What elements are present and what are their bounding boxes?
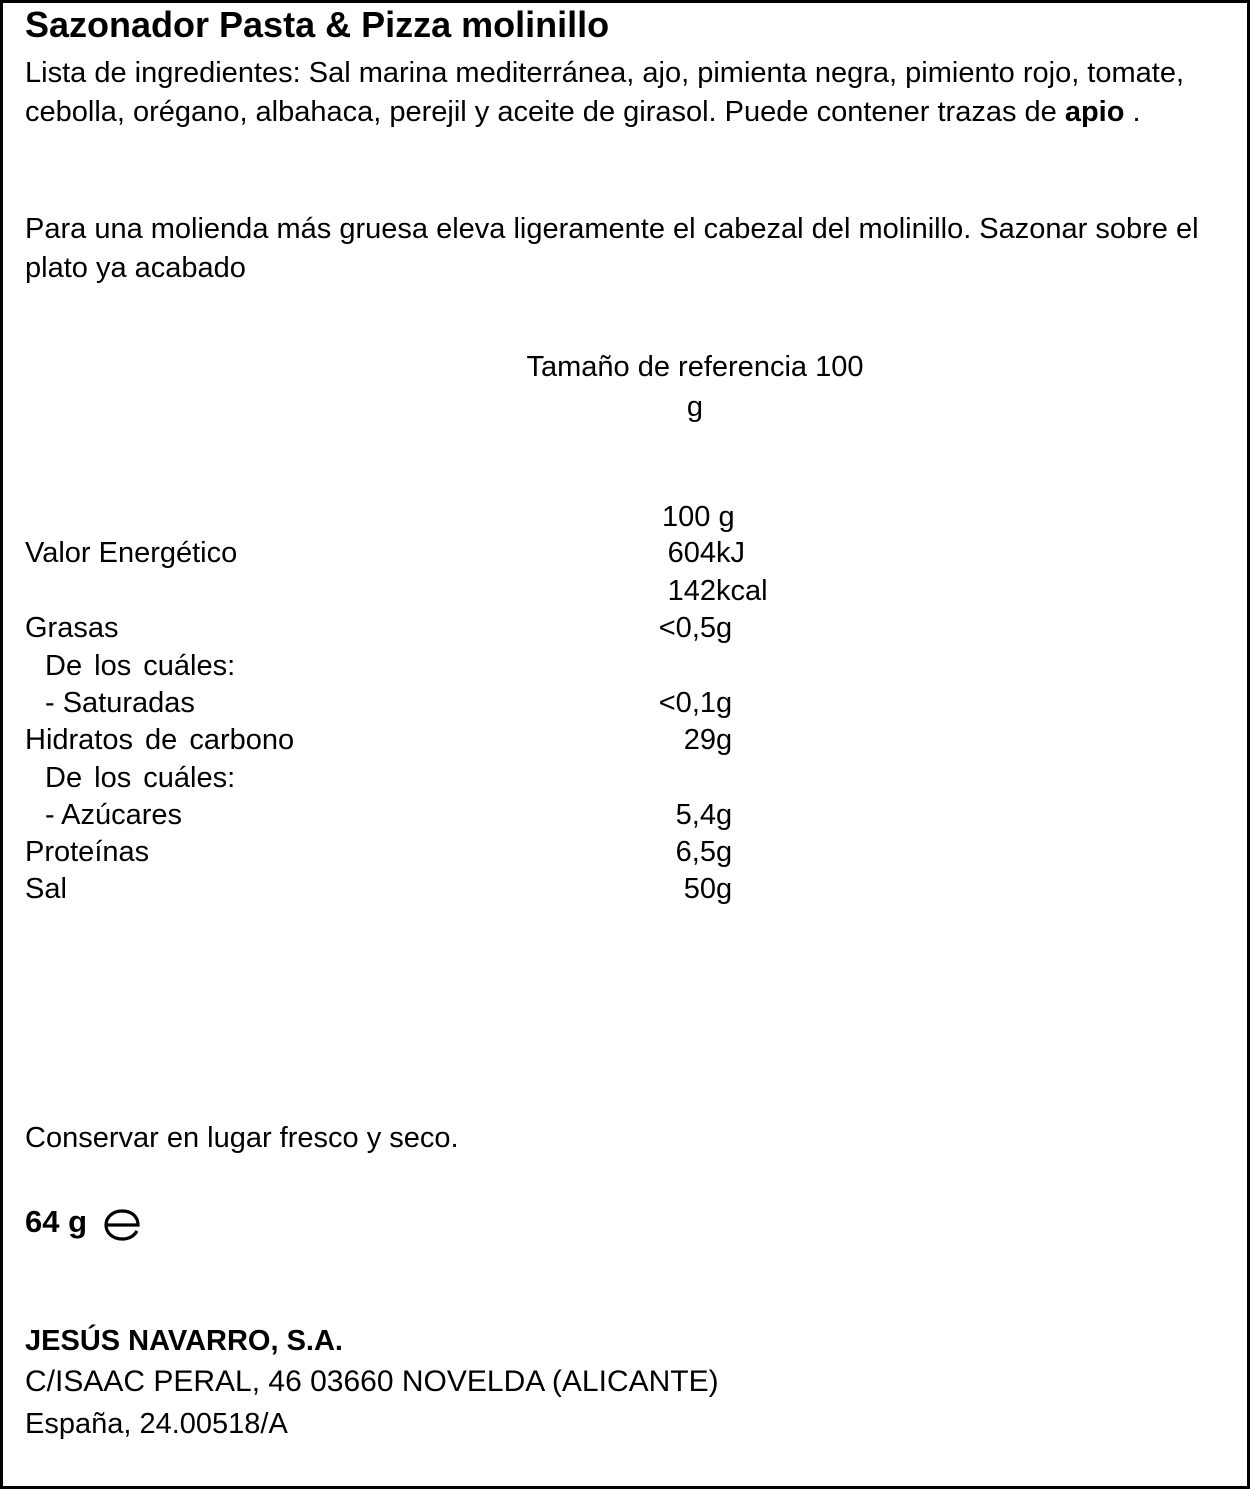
nutrition-label-saturated: - Saturadas [45, 687, 195, 719]
nutrition-unit-fat: g [716, 612, 733, 644]
nutrition-unit-salt: g [716, 873, 733, 905]
company-name: JESÚS NAVARRO, S.A. [25, 1325, 343, 1357]
nutrition-value-energy-kj: 604 [667, 537, 716, 569]
nutrition-unit-saturated: g [716, 687, 733, 719]
ingredients-text: Lista de ingredientes: Sal marina mediterránea, ajo, pimienta negra, pimiento rojo, tomate, cebolla, orégano, albahaca, perejil y aceite de girasol. Puede contener trazas de [25, 57, 1185, 128]
nutrition-label-of-which-2: De los cuáles: [45, 762, 236, 794]
nutrition-label-sugars: - Azúcares [45, 799, 182, 831]
nutrition-label-fat: Grasas [25, 612, 119, 644]
nutrition-label-protein: Proteínas [25, 836, 150, 868]
nutrition-value-energy-kcal: 142 [667, 575, 716, 607]
nutrition-value-carbs: 29 [683, 724, 716, 756]
allergen-apio: apio [1064, 95, 1125, 128]
usage-instructions: Para una molienda más gruesa eleva ligeramente el cabezal del molinillo. Sazonar sobre el plato ya acabado [25, 213, 1199, 284]
ingredients-end: . [1124, 95, 1141, 128]
column-header: 100 g [662, 501, 735, 533]
e-mark-icon [103, 1208, 141, 1242]
storage-instructions: Conservar en lugar fresco y seco. [25, 1122, 459, 1154]
company-country-registry: España, 24.00518/A [25, 1408, 288, 1440]
nutrition-label-energy: Valor Energético [25, 537, 238, 569]
nutrition-unit-protein: g [716, 836, 733, 868]
reference-size-line1: Tamaño de referencia 100 [526, 351, 864, 383]
nutrition-unit-carbs: g [716, 724, 733, 756]
nutrition-value-sugars: 5,4 [675, 799, 716, 831]
nutrition-label-carbs: Hidratos de carbono [25, 724, 295, 756]
nutrition-value-protein: 6,5 [675, 836, 716, 868]
nutrition-unit-kcal: kcal [716, 575, 768, 607]
reference-size [495, 347, 895, 427]
nutrition-unit-kj: kJ [716, 537, 745, 569]
nutrition-label-salt: Sal [25, 873, 67, 905]
nutrition-label-of-which: De los cuáles: [45, 650, 236, 682]
product-title: Sazonador Pasta & Pizza molinillo [25, 4, 610, 45]
company-address: C/ISAAC PERAL, 46 03660 NOVELDA (ALICANTE) [25, 1365, 719, 1398]
nutrition-unit-sugars: g [716, 799, 733, 831]
nutrition-value-salt: 50 [683, 873, 716, 905]
reference-size-line2: g [686, 391, 704, 423]
ingredients-list [25, 54, 1225, 131]
net-weight: 64 g [25, 1204, 88, 1239]
nutrition-value-saturated: <0,1 [658, 687, 716, 719]
nutrition-value-fat: <0,5 [658, 612, 716, 644]
